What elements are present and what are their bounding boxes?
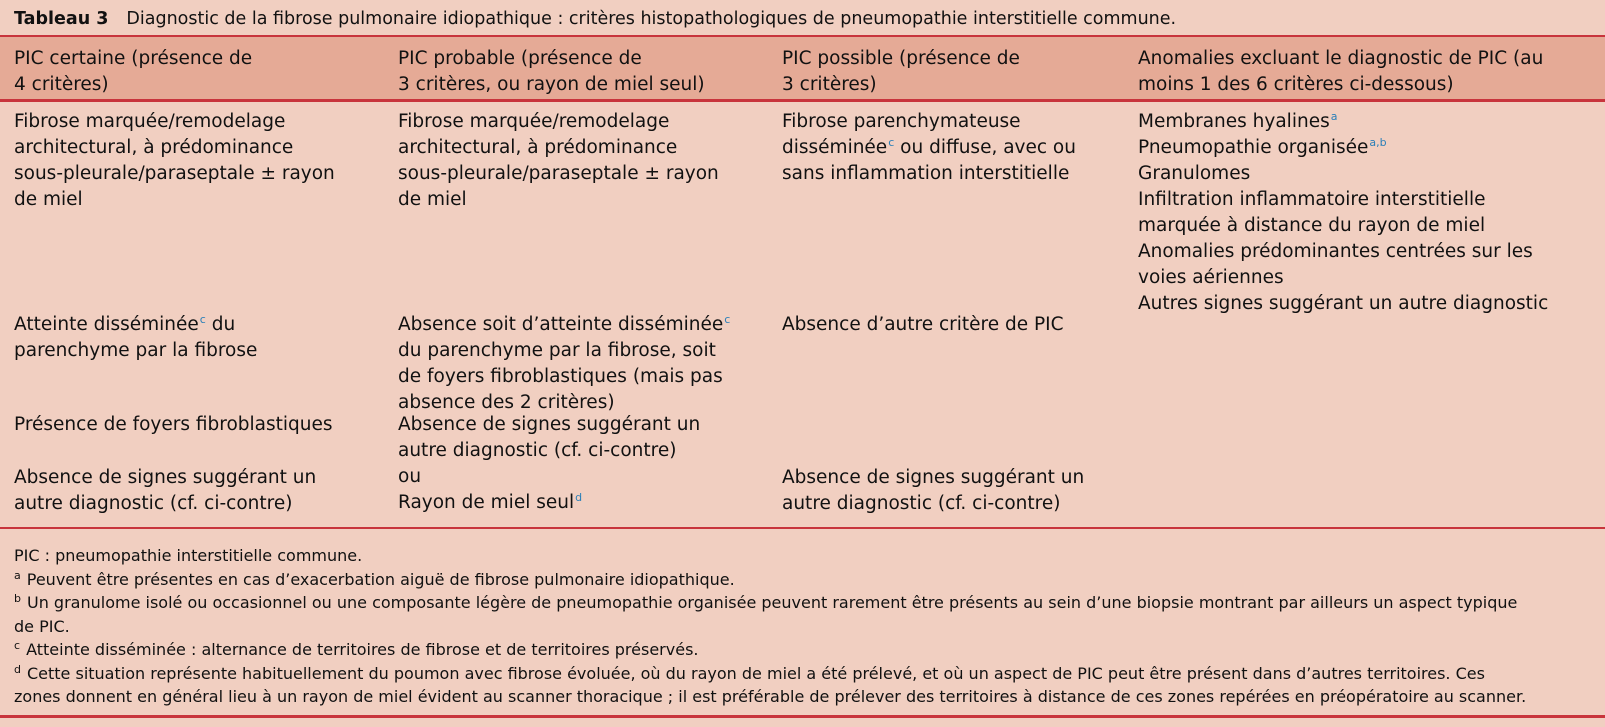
header-anomalies-excluant: Anomalies excluant le diagnostic de PIC (au moins 1 des 6 critères ci-dessous) <box>1138 48 1544 95</box>
col2-criterion-absence-atteinte: Absence soit d’atteinte disséminée$^c$ du parenchyme par la fibrose, soit de foyers fibroblastiques (mais pas absence des 2 critères) <box>398 313 731 413</box>
list-item: Pneumopathie organisée$^{a,b}$ <box>1138 136 1387 158</box>
header-pic-possible: PIC possible (présence de 3 critères) <box>782 48 1020 95</box>
footnote-a: $^a$ Peuvent être présentes en cas d’exacerbation aiguë de fibrose pulmonaire idiopathique. <box>14 568 735 589</box>
list-item: voies aériennes <box>1138 267 1284 288</box>
col3-criterion-absence-autre: Absence d’autre critère de PIC <box>782 314 1064 335</box>
header-pic-probable: PIC probable (présence de 3 critères, ou rayon de miel seul) <box>398 48 705 95</box>
list-item: Autres signes suggérant un autre diagnostic <box>1138 293 1549 314</box>
col2-criterion-absence-signes: Absence de signes suggérant un autre diagnostic (cf. ci-contre) ou Rayon de miel seul$^d$ <box>398 414 701 513</box>
table-caption <box>14 9 1176 29</box>
header-rule <box>0 99 1605 102</box>
footnote-mark-c: c <box>724 313 731 326</box>
col1-criterion-foyers: Présence de foyers fibroblastiques <box>14 414 333 435</box>
table-title: Diagnostic de la fibrose pulmonaire idiopathique : critères histopathologiques de pneumopathie interstitielle commune. <box>126 9 1177 29</box>
footnote-d-cont: zones donnent en général lieu à un rayon de miel évident au scanner thoracique ; il est préférable de prélever des territoires à distance de ces zones repérées en préopératoire au scanner. <box>14 687 1527 706</box>
list-item: Granulomes <box>1138 163 1251 184</box>
list-item: Infiltration inflammatoire interstitielle <box>1138 189 1486 210</box>
footnote-mark-d: d <box>575 491 583 504</box>
col1-criterion-absence: Absence de signes suggérant un autre diagnostic (cf. ci-contre) <box>14 467 317 514</box>
col1-criterion-atteinte: Atteinte disséminée$^c$ du parenchyme par la fibrose <box>14 313 258 361</box>
col3-criterion-fibrose: Fibrose parenchymateuse disséminée$^c$ ou diffuse, avec ou sans inflammation interstitielle <box>782 111 1076 184</box>
col2-criterion-fibrose: Fibrose marquée/remodelage architectural, à prédominance sous-pleurale/paraseptale ± rayon de miel <box>398 111 719 210</box>
table-footnotes <box>14 544 1526 709</box>
footnote-mark-c: c <box>199 313 206 326</box>
body-bottom-rule <box>0 527 1605 529</box>
col4-exclusion-list <box>1138 109 1548 317</box>
footnote-b-cont: de PIC. <box>14 616 70 636</box>
footnote-d: $^d$ Cette situation représente habituellement du poumon avec fibrose évoluée, où du rayon de miel a été prélevé, et où un aspect de PIC peut être présent dans d’autres territoires. Ces <box>14 662 1485 683</box>
footnote-mark-c: c <box>888 136 895 149</box>
col3-criterion-absence-signes: Absence de signes suggérant un autre diagnostic (cf. ci-contre) <box>782 467 1085 514</box>
footnote-mark-ab: a,b <box>1369 136 1387 149</box>
list-item: Anomalies prédominantes centrées sur les <box>1138 241 1533 262</box>
footnote-mark-a: a <box>1330 110 1338 123</box>
list-item: Membranes hyalines$^a$ <box>1138 110 1338 132</box>
list-item: marquée à distance du rayon de miel <box>1138 215 1486 236</box>
col1-criterion-fibrose: Fibrose marquée/remodelage architectural, à prédominance sous-pleurale/paraseptale ± rayon de miel <box>14 111 335 210</box>
header-pic-certaine: PIC certaine (présence de 4 critères) <box>14 48 253 95</box>
footnote-c: $^c$ Atteinte disséminée : alternance de territoires de fibrose et de territoires préservés. <box>14 639 699 659</box>
table-number: Tableau 3 <box>14 9 109 29</box>
footnote-b: $^b$ Un granulome isolé ou occasionnel ou une composante légère de pneumopathie organisée peuvent rarement être présents au sein d’une biopsie montrant par ailleurs un aspect typique <box>14 592 1518 612</box>
bottom-rule <box>0 715 1605 718</box>
footnote-abbrev: PIC : pneumopathie interstitielle commune. <box>14 546 363 565</box>
